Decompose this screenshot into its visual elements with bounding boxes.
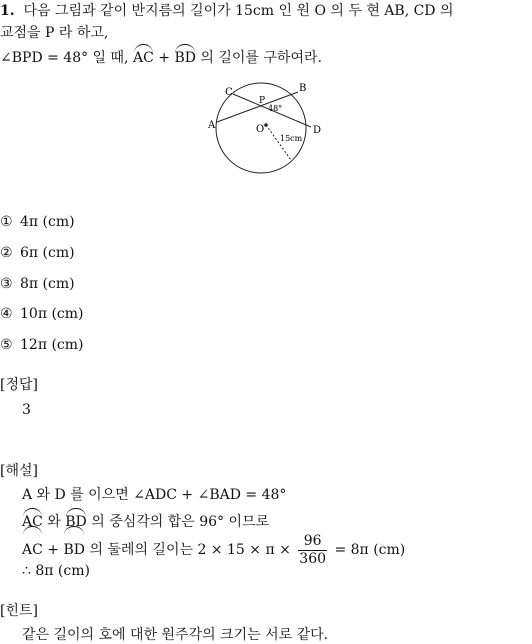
explanation-line-1: A 와 D 를 이으면 ∠ADC + ∠BAD = 48° (22, 487, 287, 503)
explanation-arc-ac: AC (22, 510, 43, 531)
option-5-mark: ⑤ (0, 337, 13, 353)
plus-sign: + (158, 50, 170, 66)
option-2 (0, 244, 75, 262)
question-suffix: 의 길이를 구하여라. (200, 50, 322, 66)
explanation-arc-bd-2: BD (63, 528, 85, 569)
option-5 (0, 336, 84, 354)
explanation-line-4: ∴ 8π (cm) (22, 563, 90, 579)
option-1-text: 4π (cm) (20, 214, 75, 230)
option-1-mark: ① (0, 214, 13, 230)
option-3-mark: ③ (0, 276, 13, 292)
fraction-denominator: 360 (299, 550, 327, 567)
explanation-result: = 8π (cm) (334, 542, 406, 558)
question-line-1 (0, 2, 454, 20)
option-3 (0, 275, 75, 293)
question-angle-text: ∠BPD = 48° 일 때, (0, 50, 129, 66)
explanation-center-angle: 의 중심각의 합은 96° 이므로 (91, 514, 270, 530)
fraction (298, 533, 327, 568)
option-4-mark: ④ (0, 306, 13, 322)
answer-header: [정답] (0, 377, 38, 393)
option-4-text: 10π (cm) (20, 306, 84, 322)
label-p: P (259, 96, 266, 106)
option-4 (0, 305, 84, 323)
fraction-numerator: 96 (298, 533, 327, 551)
question-line-2: 교점을 P 라 하고, (0, 25, 109, 41)
question-line-3 (0, 46, 322, 67)
question-number: 1. (0, 3, 15, 19)
label-o: O (256, 124, 265, 135)
center-point (264, 123, 268, 127)
explanation-and: 와 (47, 514, 61, 530)
option-5-text: 12π (cm) (20, 337, 84, 353)
explanation-length-text: 의 둘레의 길이는 2 × 15 × π × (89, 542, 291, 558)
option-2-mark: ② (0, 245, 13, 261)
label-d: D (313, 125, 322, 136)
radius-label: 15cm (280, 134, 303, 143)
explanation-arc-bd: BD (65, 510, 87, 531)
arc-bd: BD (174, 46, 196, 67)
label-b: B (299, 83, 307, 94)
angle-label: 48° (268, 104, 283, 113)
option-3-text: 8π (cm) (20, 276, 75, 292)
label-a: A (208, 120, 216, 131)
explanation-arc-ac-2: AC (22, 528, 43, 569)
explanation-plus: + (47, 542, 60, 558)
circle-diagram (206, 80, 326, 180)
option-1 (0, 213, 75, 231)
question-text-1: 다음 그림과 같이 반지름의 길이가 15cm 인 원 O 의 두 현 AB, CD 의 (23, 3, 454, 19)
arc-ac: AC (133, 46, 154, 67)
hint-text: 같은 길이의 호에 대한 원주각의 크기는 서로 같다. (22, 627, 329, 643)
label-c: C (225, 87, 233, 98)
explanation-header: [해설] (0, 463, 38, 479)
hint-header: [힌트] (0, 603, 38, 619)
answer-value: 3 (22, 402, 31, 418)
option-2-text: 6π (cm) (20, 245, 75, 261)
